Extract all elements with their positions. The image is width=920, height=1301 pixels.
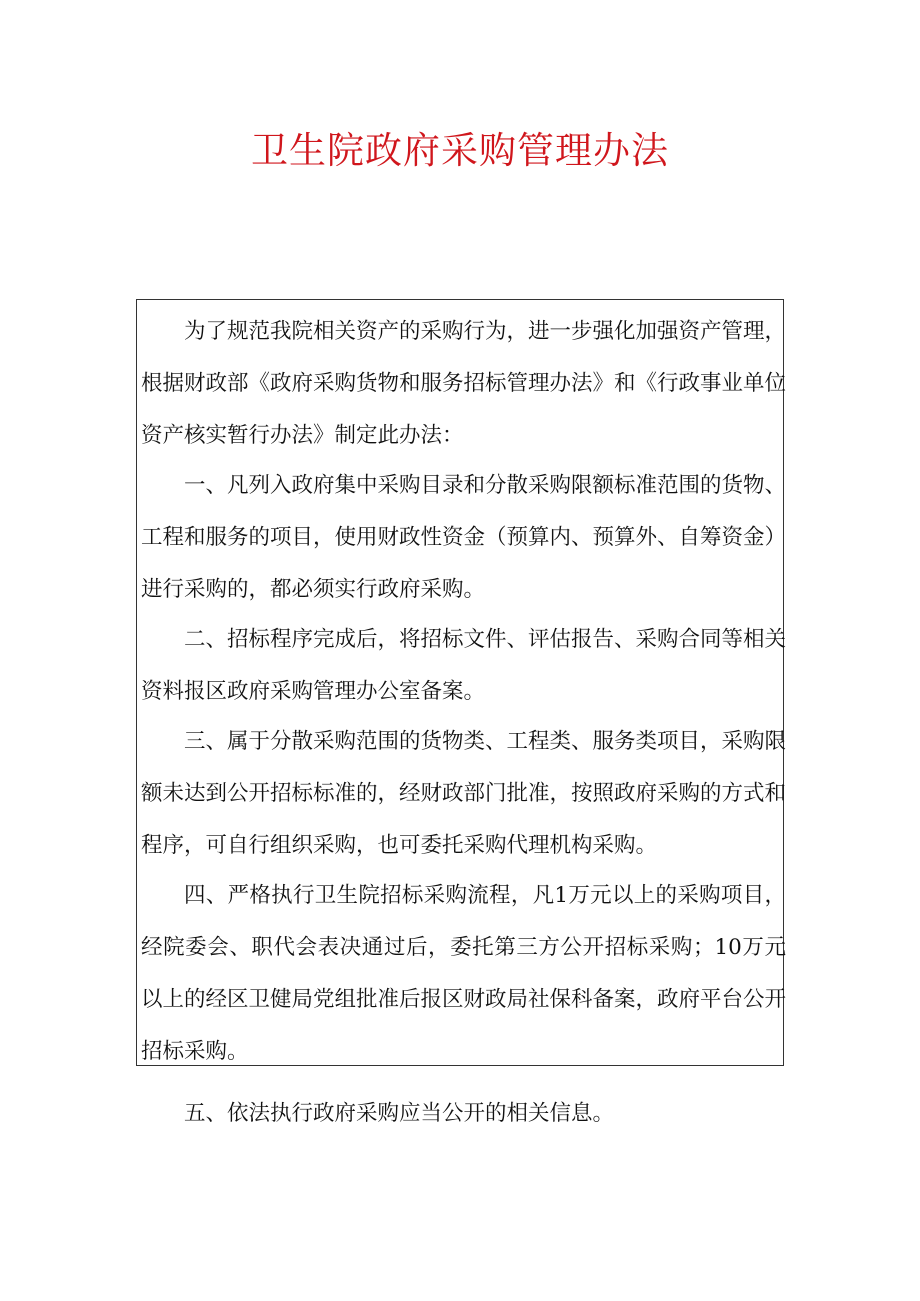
document-title: 卫生院政府采购管理办法 (251, 129, 669, 172)
clause-4-paragraph: 四、严格执行卫生院招标采购流程，凡1万元以上的采购项目，经院委会、职代会表决通过后，委托第三方公开招标采购；10万元以上的经区卫健局党组批准后报区财政局社保科备案，政府平台公开招标采购。 (141, 883, 787, 1064)
clause-3-paragraph: 三、属于分散采购范围的货物类、工程类、服务类项目，采购限额未达到公开招标标准的，经财政部门批准，按照政府采购的方式和程序，可自行组织采购，也可委托采购代理机构采购。 (141, 729, 787, 858)
clause-2-paragraph: 二、招标程序完成后，将招标文件、评估报告、采购合同等相关资料报区政府采购管理办公室备案。 (141, 627, 787, 704)
clause-5-paragraph: 五、依法执行政府采购应当公开的相关信息。 (184, 1101, 615, 1126)
intro-paragraph: 为了规范我院相关资产的采购行为，进一步强化加强资产管理，根据财政部《政府采购货物和服务招标管理办法》和《行政事业单位资产核实暂行办法》制定此办法： (141, 319, 787, 448)
clause-1-paragraph: 一、凡列入政府集中采购目录和分散采购限额标准范围的货物、工程和服务的项目，使用财政性资金（预算内、预算外、自筹资金）进行采购的，都必须实行政府采购。 (141, 473, 787, 602)
